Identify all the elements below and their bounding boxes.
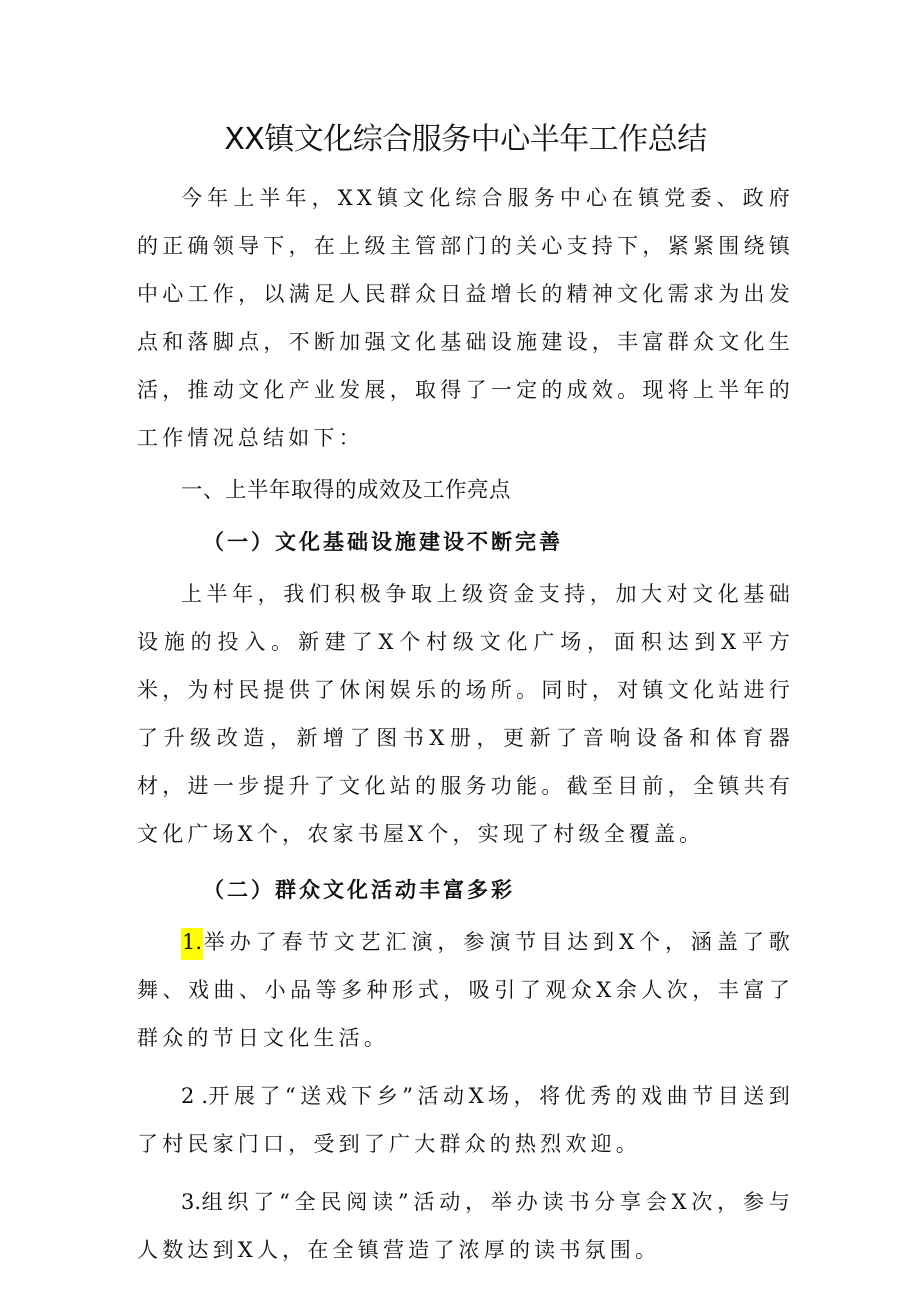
activity-item-2-number: 2 .: [181, 1084, 209, 1108]
subsection-1-paragraph: 上半年，我们积极争取上级资金支持，加大对文化基础设施的投入。新建了X个村级文化广场，面积达到X平方米，为村民提供了休闲娱乐的场所。同时，对镇文化站进行了升级改造，新增了图书X册，更新了音响设备和体育器材，进一步提升了文化站的服务功能。截至目前，全镇共有文化广场X个，农家书屋X个，实现了村级全覆盖。: [137, 582, 794, 846]
activity-item-2-text: 开展了“送戏下乡”活动X场，将优秀的戏曲节目送到了村民家门口，受到了广大群众的热烈欢迎。: [137, 1084, 794, 1156]
activity-item-2: [137, 1072, 794, 1168]
subsection-heading-2: （二）群众文化活动丰富多彩: [203, 877, 515, 902]
subsection-heading-1: （一）文化基础设施建设不断完善: [203, 529, 563, 554]
intro-paragraph: 今年上半年，XX镇文化综合服务中心在镇党委、政府的正确领导下，在上级主管部门的关心支持下，紧紧围绕镇中心工作，以满足人民群众日益增长的精神文化需求为出发点和落脚点，不断加强文化基础设施建设，丰富群众文化生活，推动文化产业发展，取得了一定的成效。现将上半年的工作情况总结如下：: [137, 186, 794, 450]
activity-item-1-text: 举办了春节文艺汇演，参演节目达到X个，涵盖了歌舞、戏曲、小品等多种形式，吸引了观众X余人次，丰富了群众的节日文化生活。: [137, 930, 794, 1050]
section-heading-1: 一、上半年取得的成效及工作亮点: [181, 478, 512, 503]
document-title: XX镇文化综合服务中心半年工作总结: [224, 122, 707, 157]
activity-item-3-text: 组织了“全民阅读”活动，举办读书分享会X次，参与人数达到X人，在全镇营造了浓厚的读书氛围。: [137, 1190, 794, 1262]
activity-item-1: [137, 918, 794, 1062]
activity-item-3-number: 3.: [181, 1190, 202, 1214]
activity-item-3: [137, 1178, 794, 1274]
activity-item-1-number: 1.: [181, 928, 203, 960]
